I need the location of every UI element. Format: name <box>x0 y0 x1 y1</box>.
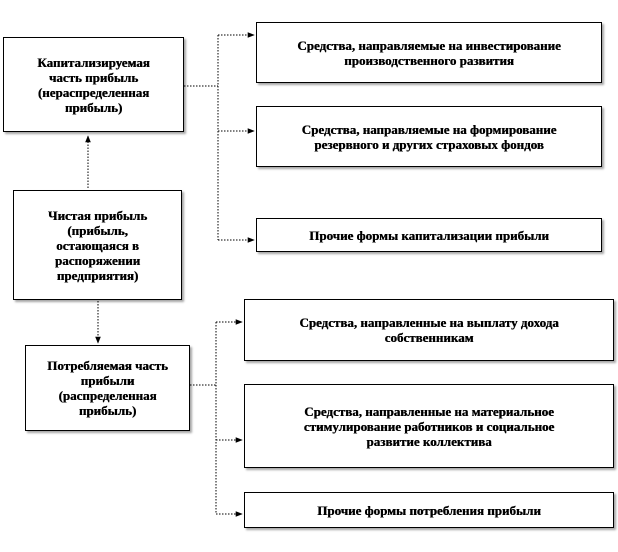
cap-item-other-label: Прочие формы капитализации прибыли <box>309 227 549 243</box>
cap-item-investment <box>256 22 602 83</box>
capitalized-profit-label: Капитализируемая часть прибыль (нераспределенная прибыль) <box>37 54 150 115</box>
con-item-other <box>244 492 614 528</box>
net-profit-box <box>13 190 182 300</box>
con-item-owners-income <box>244 299 614 361</box>
con-item-owners-income-label: Средства, направленные на выплату дохода собственникам <box>299 315 559 345</box>
con-item-other-label: Прочие формы потребления прибыли <box>317 502 541 518</box>
cap-item-investment-label: Средства, направляемые на инвестирование производственного развития <box>297 37 561 68</box>
net-profit-label: Чистая прибыль (прибыль, остающаяся в распоряжении предприятия) <box>47 207 148 283</box>
cap-item-reserve-funds-label: Средства, направляемые на формирование резервного и других страховых фондов <box>301 121 557 152</box>
cap-item-other <box>256 218 602 252</box>
capitalized-profit-box <box>3 37 184 132</box>
consumed-profit-label: Потребляемая часть прибыли (распределенная прибыль) <box>47 358 168 418</box>
con-item-staff-incentives-label: Средства, направленные на материальное стимулирование работников и социальное развитие коллектива <box>303 403 555 449</box>
cap-item-reserve-funds <box>256 106 602 167</box>
con-item-staff-incentives <box>244 384 614 468</box>
consumed-profit-box <box>25 345 190 431</box>
